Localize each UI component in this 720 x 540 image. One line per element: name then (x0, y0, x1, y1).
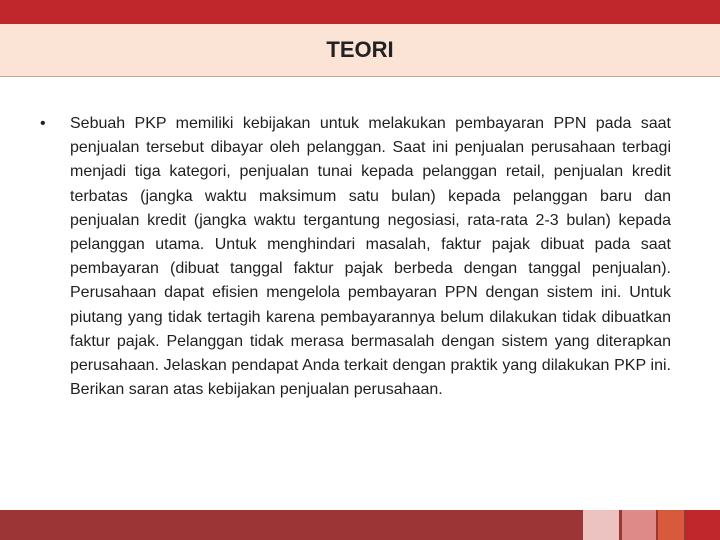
footer-block-4 (686, 510, 720, 540)
footer-block-3 (658, 510, 684, 540)
slide-content (40, 112, 680, 402)
bullet-marker: • (40, 115, 46, 132)
footer-block-1 (583, 510, 619, 540)
top-accent-bar (0, 0, 720, 24)
footer-block-2 (622, 510, 656, 540)
bullet-item (40, 112, 680, 402)
bullet-text: Sebuah PKP memiliki kebijakan untuk melakukan pembayaran PPN pada saat penjualan tersebut dibayar oleh pelanggan. Saat ini penjualan perusahaan terbagi menjadi tiga kategori, penjualan tunai kepada pelanggan retail, penjualan kredit terbatas (jangka waktu maksimum satu bulan) kepada pelanggan baru dan penjualan kredit (jangka waktu tergantung negosiasi, rata-rata 2-3 bulan) kepada pelanggan utama. Untuk menghindari masalah, faktur pajak dibuat pada saat pembayaran (dibuat tanggal faktur pajak berbeda dengan tanggal penjualan). Perusahaan dapat efisien mengelola pembayaran PPN dengan sistem ini. Untuk piutang yang tidak tertagih karena pembayarannya belum dilakukan tidak dibuatkan faktur pajak. Pelanggan tidak merasa bermasalah dengan sistem yang diterapkan perusahaan. Jelaskan pendapat Anda terkait dengan praktik yang dilakukan PKP ini. Berikan saran atas kebijakan penjualan perusahaan. (70, 115, 671, 399)
slide-title: TEORI (326, 37, 394, 62)
